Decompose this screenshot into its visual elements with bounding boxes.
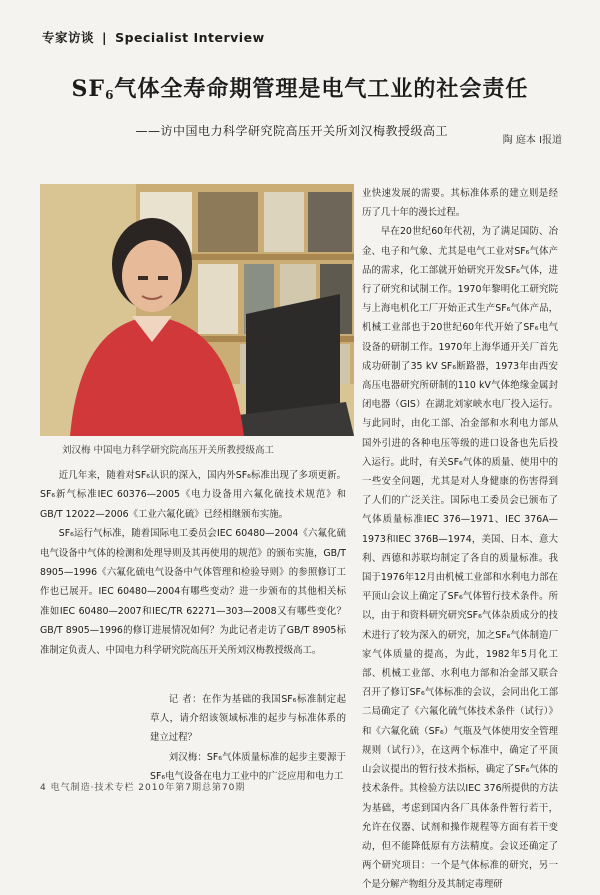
page-footer: 4 电气制造·技术专栏 2010年第7期总第70期 — [40, 783, 246, 793]
answer-paragraph: 刘汉梅：SF₆气体质量标准的起步主要源于SF₆电气设备在电力工业中的广泛应用和电力工 — [150, 751, 346, 782]
article-author: 陶 庭本 Ⅰ报道 — [502, 135, 562, 146]
body-paragraph: 业快速发展的需要。其标准体系的建立则是经历了几十年的漫长过程。 — [362, 188, 558, 219]
article-subtitle: ——访中国电力科学研究院高压开关所刘汉梅教授级高工 — [135, 124, 448, 138]
intro-column — [40, 466, 346, 660]
title-main: 气体全寿命期管理是电气工业的社会责任 — [114, 76, 529, 102]
intro-paragraph: 近几年来，随着对SF₆认识的深入，国内外SF₆标准出现了多项更新。SF₆新气标准IEC 60376—2005《电力设备用六氟化硫技术规范》和GB/T 12022—2006《工业六氟化硫》已经相继颁布实施。 — [40, 470, 346, 520]
article-title — [0, 72, 600, 103]
section-label-en: Specialist Interview — [115, 30, 265, 45]
title-subscript: 6 — [105, 88, 115, 102]
body-paragraph: 早在20世纪60年代初，为了满足国防、冶金、电子和气象、尤其是电气工业对SF₆气体产品的需求，化工部就开始研究开发SF₆气体，进行了研究和试制工作。1970年黎明化工研究院与上海电机化工厂开始正式生产SF₆气体产品，机械工业部也于20世纪60年代开始了SF₆电气设备的研制工作。1970年上海华通开关厂首先成功研制了35 kV SF₆断路器，1973年由西安高压电器研究所研制的110 kV气体绝缘金属封闭电器（GIS）在湖北刘家峡水电厂投入运行。与此同时，由化工部、冶金部和水利电力部从国外引进的各种电压等级的进口设备也先后投入运行。此时，有关SF₆气体的质量、使用中的一些安全问题，尤其是对人身健康的伤害得到了人们的广泛关注。国际电工委员会已颁布了气体质量标准IEC 376—1971、IEC 376A—1973和IEC 376B—1974，美国、日本、意大利、西德和苏联均制定了各自的质量标准。我国于1976年12月由机械工业部和水利电力部在平顶山会议上确定了SF₆气体暂行技术条件。所以，由于和资料研究研究SF₆气体杂质成分的技术进行了较为深入的研究，加之SF₆气体制造厂家气体质量的提高，为此，1982年5月化工部、机械工业部、水利电力部和冶金部又联合召开了修订SF₆气体标准的会议，会同出化工部二局确定了《六氟化硫气体技术条件（试行）》和《六氟化硫（SF₆）气瓶及气体使用安全管理规则（试行）》，在这两个标准中，确定了平顶山会议提出的暂行技术指标，确定了SF₆气体的技术条件。其检验方法以IEC 376所提供的方法为基础，考虑到国内各厂具体条件暂行若干，允许在仪器、试剂和操作规程等方面有若干变动，但不能降低原有方法精度。会议还确定了两个研究项目：一个是气体标准的研究，另一个是分解产物组分及其制定毒理研 — [362, 226, 558, 891]
section-label-cn: 专家访谈 — [42, 30, 95, 45]
title-prefix: SF — [71, 76, 106, 102]
qa-column — [150, 690, 346, 786]
question-paragraph: 记 者：在作为基础的我国SF₆标准制定起草人，请介绍该领域标准的起步与标准体系的建立过程？ — [150, 694, 346, 744]
intro-paragraph: SF₆运行气标准，随着国际电工委员会IEC 60480—2004《六氟化硫电气设备中气体的检测和处理导则及其再使用的规范》的颁布实施，GB/T 8905—1996《六氟化硫电气设备中气体管理和检验导则》的参照修订工作也已展开。IEC 60480—2004有哪些变动？进一步颁布的其他相关标准如IEC 60480—2007和IEC/TR 62271—303—2008又有哪些变化？GB/T 8905—1996的修订进展情况如何？为此记者走访了GB/T 8905标准制定负责人、中国电力科学研究院高压开关所刘汉梅教授级高工。 — [40, 528, 346, 656]
right-column — [362, 184, 558, 895]
interviewee-photo — [40, 184, 354, 436]
section-separator: | — [102, 30, 108, 45]
section-header — [42, 28, 265, 46]
photo-caption: 刘汉梅 中国电力科学研究院高压开关所教授级高工 — [62, 445, 275, 456]
